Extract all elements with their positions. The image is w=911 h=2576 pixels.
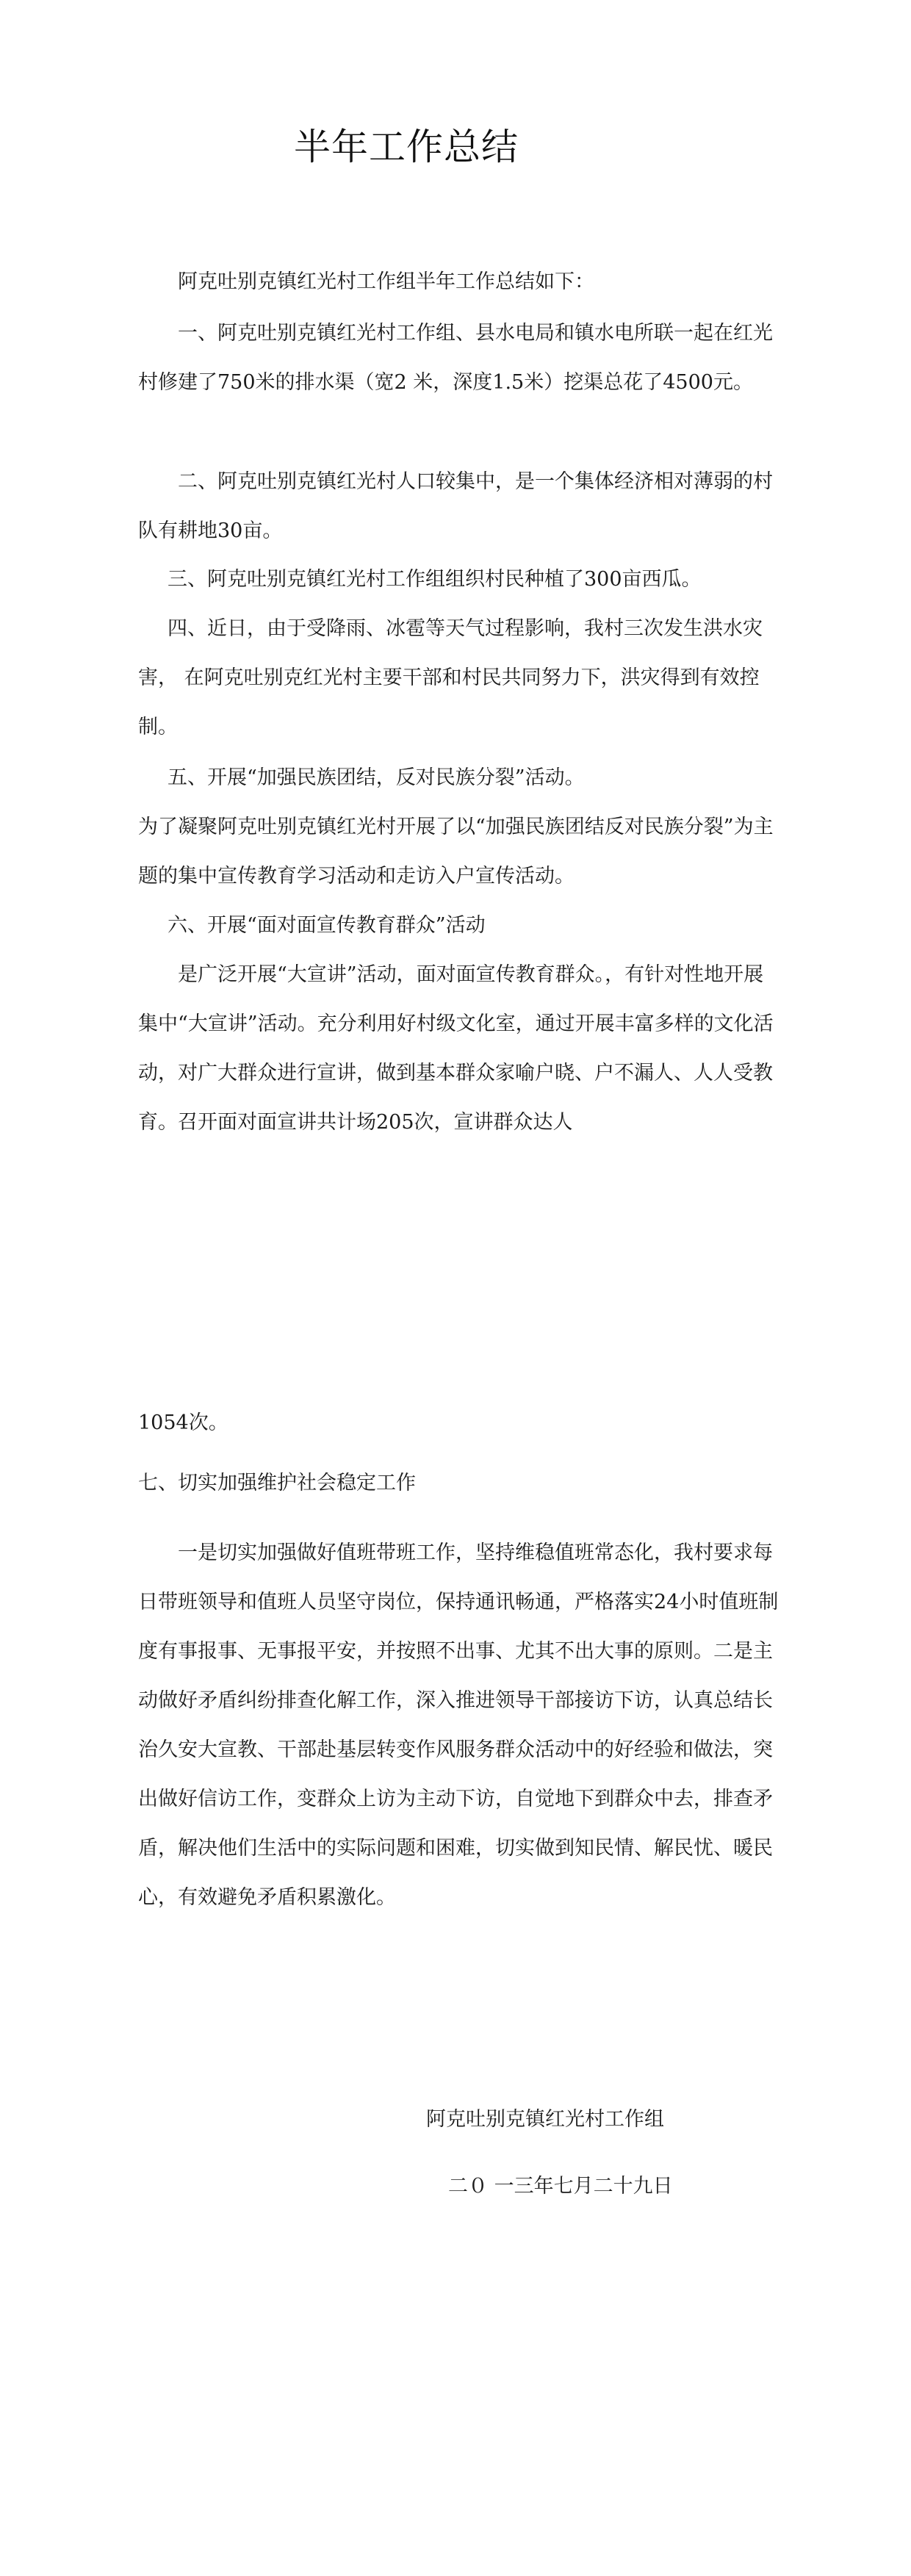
paragraph-item-10: 七、切实加强维护社会稳定工作 bbox=[138, 1472, 416, 1494]
signature: 阿克吐别克镇红光村工作组 bbox=[426, 2108, 664, 2131]
paragraph-item-11: 一是切实加强做好值班带班工作，坚持维稳值班常态化，我村要求每日带班领导和值班人员坚守岗位，保持通讯畅通，严格落实24小时值班制度有事报事、无事报平安，并按照不出事、尤其不出大事的原则。二是主动做好矛盾纠纷排查化解工作，深入推进领导干部接访下访，认真总结长治久安大宣教、干部赴基层转变作风服务群众活动中的好经验和做法，突出做好信访工作，变群众上访为主动下访，自觉地下到群众中去，排查矛盾，解决他们生活中的实际问题和困难，切实做到知民情、解民忧、暖民心，有效避免矛盾积累激化。 bbox=[138, 1541, 779, 1909]
paragraph-item-5: 五、开展“加强民族团结，反对民族分裂”活动。 bbox=[168, 766, 585, 789]
paragraph-item-1: 一、阿克吐别克镇红光村工作组、县水电局和镇水电所联一起在红光村修建了750米的排水渠（宽2 米，深度1.5米）挖渠总花了4500元。 bbox=[138, 322, 773, 394]
signature-date: 二０ 一三年七月二十九日 bbox=[448, 2175, 673, 2198]
document-title: 半年工作总结 bbox=[294, 126, 519, 168]
paragraph-item-3: 三、阿克吐别克镇红光村工作组组织村民种植了300亩西瓜。 bbox=[168, 568, 702, 591]
paragraph-item-2: 二、阿克吐别克镇红光村人口较集中，是一个集体经济相对薄弱的村队有耕地30亩。 bbox=[138, 470, 773, 542]
paragraph-item-9: 1054次。 bbox=[138, 1411, 228, 1434]
paragraph-item-8: 是广泛开展“大宣讲”活动，面对面宣传教育群众。，有针对性地开展集中“大宣讲”活动。充分利用好村级文化室，通过开展丰富多样的文化活动，对广大群众进行宣讲，做到基本群众家喻户晓、户不漏人、人人受教育。召开面对面宣讲共计场205次，宣讲群众达人 bbox=[138, 963, 774, 1134]
intro-paragraph: 阿克吐别克镇红光村工作组半年工作总结如下： bbox=[178, 270, 594, 293]
paragraph-item-6: 为了凝聚阿克吐别克镇红光村开展了以“加强民族团结反对民族分裂”为主题的集中宣传教育学习活动和走访入户宣传活动。 bbox=[138, 816, 774, 888]
paragraph-item-7: 六、开展“面对面宣传教育群众”活动 bbox=[168, 914, 486, 937]
paragraph-item-4: 四、近日，由于受降雨、冰雹等天气过程影响，我村三次发生洪水灾害， 在阿克吐别克红光村主要干部和村民共同努力下，洪灾得到有效控制。 bbox=[138, 617, 763, 738]
